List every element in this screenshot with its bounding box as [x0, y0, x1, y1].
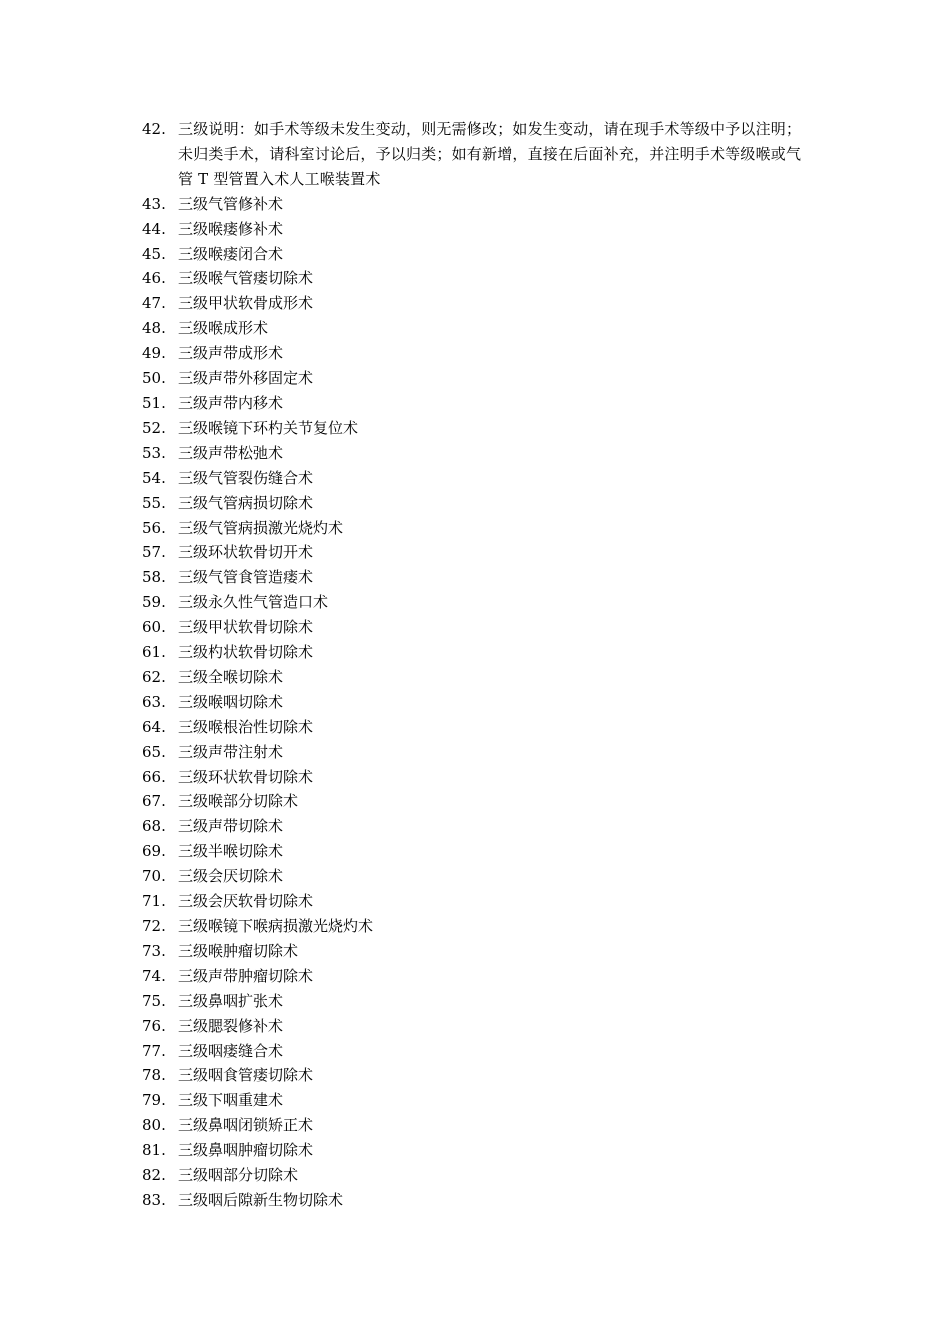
list-item [136, 1163, 816, 1188]
list-item [136, 665, 816, 690]
item-number: 57. [142, 543, 166, 562]
item-text: 三级永久性气管造口术 [178, 593, 329, 612]
item-number: 45. [142, 244, 166, 263]
item-text: 三级咽部分切除术 [178, 1166, 299, 1185]
item-number: 70. [142, 867, 166, 886]
item-number: 49. [142, 344, 166, 363]
item-text: 三级气管食管造瘘术 [178, 568, 314, 587]
list-item [136, 814, 816, 839]
list-item [136, 1188, 816, 1213]
item-number: 73. [142, 941, 166, 960]
item-text: 三级喉咽切除术 [178, 692, 284, 711]
item-text: 三级喉瘘修补术 [178, 219, 284, 238]
item-text: 三级会厌切除术 [178, 867, 284, 886]
item-text: 三级声带切除术 [178, 817, 284, 836]
list-item [136, 889, 816, 914]
item-number: 76. [142, 1016, 166, 1035]
item-text: 三级说明：如手术等级未发生变动，则无需修改；如发生变动，请在现手术等级中予以注明；未归类手术，请科室讨论后，予以归类；如有新增，直接在后面补充，并注明手术等级喉或气管 T 型管置入术人工喉装置术 [178, 120, 802, 188]
item-text: 三级环状软骨切除术 [178, 767, 314, 786]
list-item [136, 565, 816, 590]
item-number: 64. [142, 717, 166, 736]
list-item [136, 466, 816, 491]
item-number: 67. [142, 792, 166, 811]
list-item [136, 989, 816, 1014]
item-number: 54. [142, 468, 166, 487]
item-text: 三级鼻咽扩张术 [178, 991, 284, 1010]
item-number: 63. [142, 692, 166, 711]
list-item [136, 291, 816, 316]
item-number: 72. [142, 917, 166, 935]
list-item [136, 316, 816, 341]
item-number: 42. [142, 120, 166, 138]
list-item [136, 789, 816, 814]
list-item [136, 864, 816, 889]
item-number: 60. [142, 618, 166, 637]
item-number: 48. [142, 319, 166, 338]
item-number: 83. [142, 1190, 166, 1209]
item-text: 三级声带外移固定术 [178, 369, 314, 388]
procedure-list [136, 117, 816, 1213]
item-text: 三级喉镜下环杓关节复位术 [178, 418, 359, 437]
list-item [136, 1063, 816, 1088]
list-item [136, 540, 816, 565]
item-text: 三级会厌软骨切除术 [178, 892, 314, 911]
list-item [136, 416, 816, 441]
list-item [136, 914, 816, 939]
list-item [136, 765, 816, 790]
list-item [136, 366, 816, 391]
list-item [136, 590, 816, 615]
item-text: 三级喉气管瘘切除术 [178, 269, 314, 288]
list-item [136, 242, 816, 267]
item-text: 三级声带成形术 [178, 344, 284, 363]
list-item [136, 964, 816, 989]
item-number: 59. [142, 593, 166, 612]
item-text: 三级环状软骨切开术 [178, 543, 314, 562]
list-item [136, 1088, 816, 1113]
item-text: 三级喉根治性切除术 [178, 717, 314, 736]
item-text: 三级甲状软骨成形术 [178, 294, 314, 313]
item-number: 80. [142, 1116, 166, 1135]
item-number: 66. [142, 767, 166, 786]
list-item [136, 740, 816, 765]
list-item [136, 117, 816, 192]
list-item [136, 640, 816, 665]
list-item [136, 192, 816, 217]
item-number: 65. [142, 742, 166, 761]
item-number: 62. [142, 667, 166, 686]
item-text: 三级下咽重建术 [178, 1091, 284, 1110]
item-number: 43. [142, 194, 166, 213]
item-text: 三级喉镜下喉病损激光烧灼术 [178, 917, 374, 935]
item-text: 三级咽瘘缝合术 [178, 1041, 284, 1060]
item-number: 47. [142, 294, 166, 313]
item-number: 77. [142, 1041, 166, 1060]
item-text: 三级腮裂修补术 [178, 1016, 284, 1035]
list-item [136, 690, 816, 715]
item-text: 三级鼻咽肿瘤切除术 [178, 1141, 314, 1160]
list-item [136, 1039, 816, 1064]
list-item [136, 615, 816, 640]
item-number: 81. [142, 1141, 166, 1160]
item-text: 三级喉瘘闭合术 [178, 244, 284, 263]
list-item [136, 441, 816, 466]
item-text: 三级甲状软骨切除术 [178, 618, 314, 637]
item-number: 79. [142, 1091, 166, 1110]
item-text: 三级气管修补术 [178, 194, 284, 213]
item-number: 50. [142, 369, 166, 388]
list-item [136, 266, 816, 291]
item-text: 三级喉肿瘤切除术 [178, 941, 299, 960]
item-text: 三级杓状软骨切除术 [178, 643, 314, 662]
list-item [136, 839, 816, 864]
item-text: 三级喉成形术 [178, 319, 269, 338]
list-item [136, 1138, 816, 1163]
item-text: 三级半喉切除术 [178, 842, 284, 861]
item-number: 55. [142, 493, 166, 512]
list-item [136, 391, 816, 416]
item-number: 46. [142, 269, 166, 288]
item-text: 三级声带注射术 [178, 742, 284, 761]
item-number: 56. [142, 518, 166, 537]
list-item [136, 715, 816, 740]
list-item [136, 217, 816, 242]
list-item [136, 1113, 816, 1138]
list-item [136, 341, 816, 366]
list-item [136, 1014, 816, 1039]
item-number: 68. [142, 817, 166, 836]
item-text: 三级声带内移术 [178, 393, 284, 412]
item-text: 三级声带松弛术 [178, 443, 284, 462]
item-number: 69. [142, 842, 166, 861]
item-text: 三级全喉切除术 [178, 667, 284, 686]
list-item [136, 491, 816, 516]
item-number: 51. [142, 393, 166, 412]
item-number: 44. [142, 219, 166, 238]
item-text: 三级喉部分切除术 [178, 792, 299, 811]
item-text: 三级气管裂伤缝合术 [178, 468, 314, 487]
item-number: 75. [142, 991, 166, 1010]
item-text: 三级咽后隙新生物切除术 [178, 1190, 344, 1209]
item-number: 53. [142, 443, 166, 462]
item-number: 61. [142, 643, 166, 662]
item-number: 52. [142, 418, 166, 437]
item-number: 71. [142, 892, 166, 911]
item-text: 三级鼻咽闭锁矫正术 [178, 1116, 314, 1135]
item-number: 82. [142, 1166, 166, 1185]
item-number: 78. [142, 1066, 166, 1085]
item-number: 58. [142, 568, 166, 587]
item-text: 三级咽食管瘘切除术 [178, 1066, 314, 1085]
item-text: 三级声带肿瘤切除术 [178, 966, 314, 985]
list-item [136, 516, 816, 541]
item-number: 74. [142, 966, 166, 985]
item-text: 三级气管病损激光烧灼术 [178, 518, 344, 537]
item-text: 三级气管病损切除术 [178, 493, 314, 512]
list-item [136, 939, 816, 964]
